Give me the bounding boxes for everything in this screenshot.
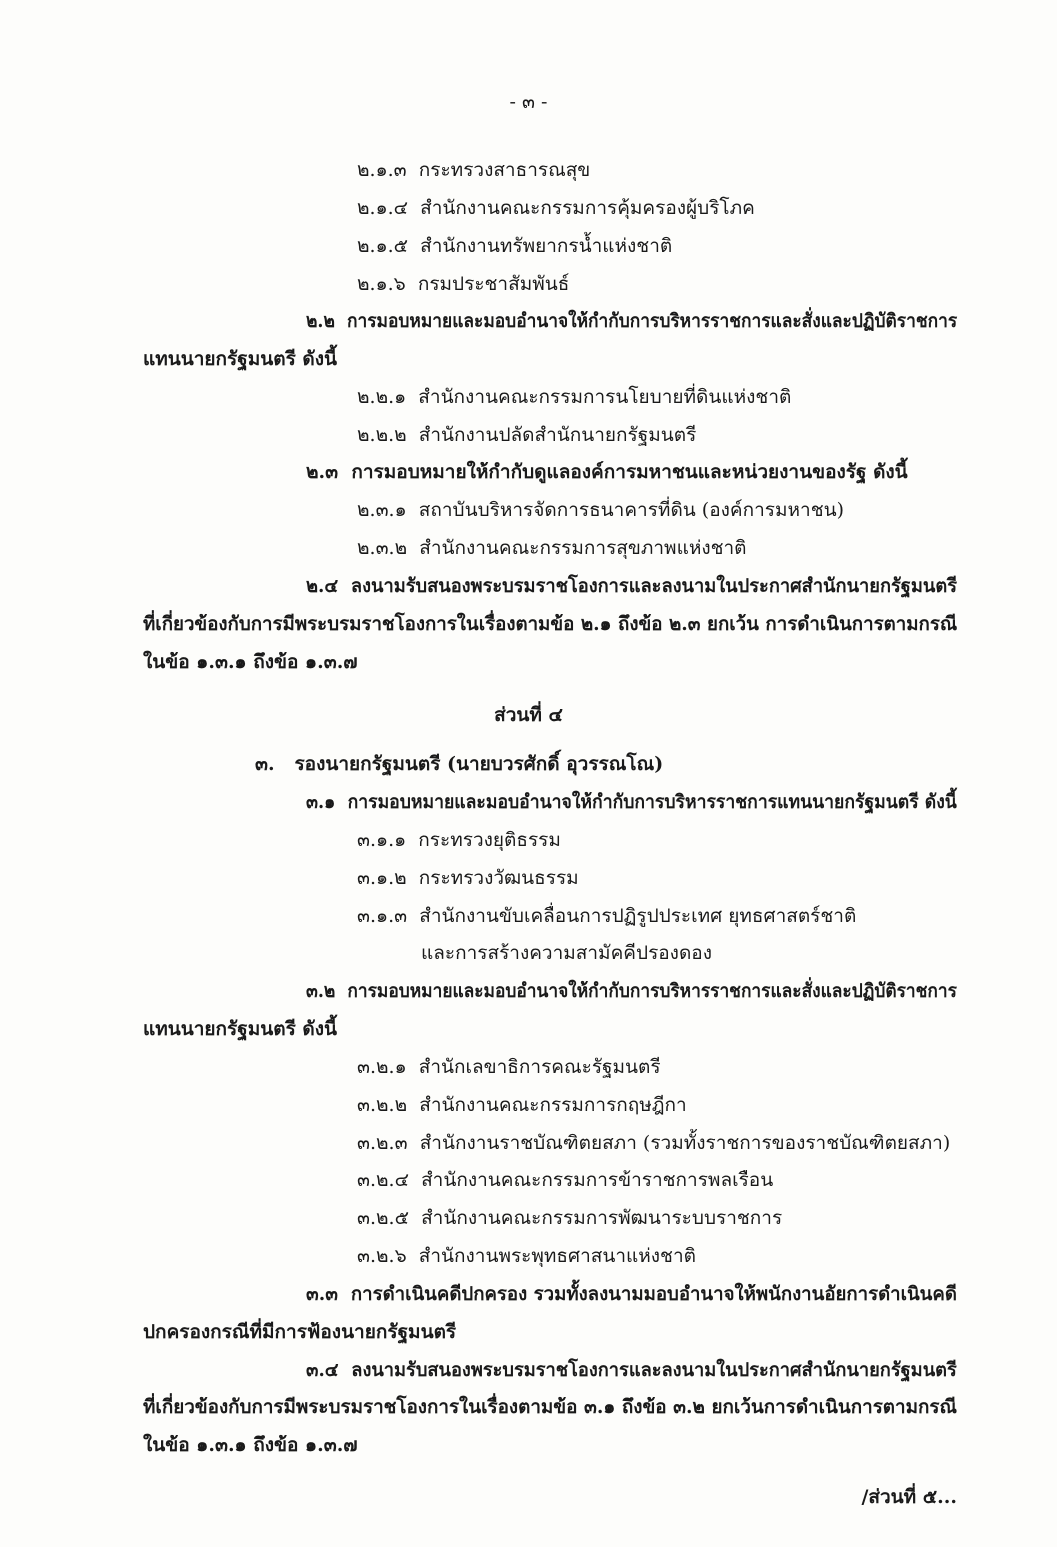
item-number: ๓.๒.๖ <box>357 1245 407 1267</box>
list-item <box>357 158 590 182</box>
item-text: สำนักเลขาธิการคณะรัฐมนตรี <box>418 1056 661 1078</box>
item-text: สถาบันบริหารจัดการธนาคารที่ดิน (องค์การมหาชน) <box>418 499 845 521</box>
item-text: สำนักงานราชบัณฑิตยสภา (รวมทั้งราชการของราชบัณฑิตยสภา) <box>419 1132 951 1154</box>
list-item <box>357 423 696 447</box>
item-text: กระทรวงวัฒนธรรม <box>418 867 579 889</box>
heading-number: ๓.๑ <box>306 791 336 813</box>
list-item <box>357 498 844 522</box>
heading-continuation: ปกครองกรณีที่มีการฟ้องนายกรัฐมนตรี <box>143 1321 457 1343</box>
list-item <box>357 272 569 296</box>
heading-number: ๓.๒ <box>306 980 336 1002</box>
item-text: สำนักงานทรัพยากรน้ำแห่งชาติ <box>420 235 673 257</box>
list-item <box>357 385 791 409</box>
item-number: ๓.๑.๑ <box>357 829 407 851</box>
heading-continuation: ที่เกี่ยวข้องกับการมีพระบรมราชโองการในเรื่องตามข้อ ๓.๑ ถึงข้อ ๓.๒ ยกเว้นการดำเนินการตามกรณี <box>143 1396 957 1418</box>
item-text: สำนักงานคณะกรรมการพัฒนาระบบราชการ <box>421 1207 783 1229</box>
heading-text: รองนายกรัฐมนตรี (นายบวรศักดิ์ อุวรรณโณ) <box>294 753 664 775</box>
item-number: ๒.๑.๕ <box>357 235 409 257</box>
section-heading <box>306 460 908 484</box>
item-number: ๒.๒.๒ <box>357 424 407 446</box>
list-item <box>357 1131 950 1155</box>
item-text: สำนักงานคณะกรรมการกฤษฎีกา <box>419 1094 687 1116</box>
item-number: ๓.๒.๓ <box>357 1132 408 1154</box>
heading-number: ๒.๓ <box>306 461 339 483</box>
list-item <box>357 1244 696 1268</box>
section-heading <box>306 574 957 598</box>
heading-number: ๓.๔ <box>306 1359 339 1381</box>
item-number: ๒.๑.๔ <box>357 197 409 219</box>
next-page-reference: /ส่วนที่ ๕... <box>861 1486 957 1508</box>
list-item <box>357 1055 661 1079</box>
item-text: สำนักงานพระพุทธศาสนาแห่งชาติ <box>418 1245 696 1267</box>
section-heading <box>255 752 663 776</box>
item-text: สำนักงานขับเคลื่อนการปฏิรูปประเทศ ยุทธศาสตร์ชาติ <box>419 905 857 927</box>
item-continuation: และการสร้างความสามัคคีปรองดอง <box>421 942 712 964</box>
item-number: ๒.๓.๒ <box>357 537 408 559</box>
heading-continuation: ในข้อ ๑.๓.๑ ถึงข้อ ๑.๓.๗ <box>143 651 358 673</box>
heading-text: การดำเนินคดีปกครอง รวมทั้งลงนามมอบอำนาจให้พนักงานอัยการดำเนินคดี <box>350 1283 957 1305</box>
heading-continuation: ในข้อ ๑.๓.๑ ถึงข้อ ๑.๓.๗ <box>143 1434 358 1456</box>
heading-continuation: ที่เกี่ยวข้องกับการมีพระบรมราชโองการในเรื่องตามข้อ ๒.๑ ถึงข้อ ๒.๓ ยกเว้น การดำเนินการตามกรณี <box>143 613 958 635</box>
heading-continuation: แทนนายกรัฐมนตรี ดังนี้ <box>143 348 338 370</box>
section-heading <box>306 790 957 814</box>
list-item <box>357 866 579 890</box>
item-number: ๒.๒.๑ <box>357 386 407 408</box>
list-item <box>357 1206 782 1230</box>
list-item <box>357 536 747 560</box>
heading-number: ๓.๓ <box>306 1283 338 1305</box>
item-number: ๓.๑.๒ <box>357 867 407 889</box>
item-number: ๓.๒.๕ <box>357 1207 409 1229</box>
item-text: สำนักงานคณะกรรมการสุขภาพแห่งชาติ <box>419 537 747 559</box>
item-number: ๓.๑.๓ <box>357 905 408 927</box>
section-heading <box>306 309 957 333</box>
item-number: ๓.๒.๔ <box>357 1169 409 1191</box>
heading-continuation: แทนนายกรัฐมนตรี ดังนี้ <box>143 1018 338 1040</box>
section-title: ส่วนที่ ๔ <box>494 704 563 726</box>
heading-text: การมอบหมายและมอบอำนาจให้กำกับการบริหารราชการแทนนายกรัฐมนตรี ดังนี้ <box>347 791 957 813</box>
item-text: สำนักงานคณะกรรมการนโยบายที่ดินแห่งชาติ <box>418 386 792 408</box>
section-heading <box>306 979 957 1003</box>
item-text: กรมประชาสัมพันธ์ <box>417 273 570 295</box>
item-text: สำนักงานปลัดสำนักนายกรัฐมนตรี <box>418 424 697 446</box>
heading-text: ลงนามรับสนองพระบรมราชโองการและลงนามในประกาศสำนักนายกรัฐมนตรี <box>351 1359 957 1381</box>
heading-number: ๒.๒ <box>306 310 335 332</box>
item-number: ๓.๒.๑ <box>357 1056 407 1078</box>
list-item <box>357 904 856 928</box>
item-text: สำนักงานคณะกรรมการคุ้มครองผู้บริโภค <box>420 197 755 219</box>
heading-text: การมอบหมายให้กำกับดูแลองค์การมหาชนและหน่วยงานของรัฐ ดังนี้ <box>351 461 908 483</box>
item-number: ๒.๑.๓ <box>357 159 407 181</box>
item-number: ๓.๒.๒ <box>357 1094 408 1116</box>
list-item <box>357 234 672 258</box>
item-number: ๒.๓.๑ <box>357 499 407 521</box>
heading-text: การมอบหมายและมอบอำนาจให้กำกับการบริหารราชการและสั่งและปฏิบัติราชการ <box>346 310 958 332</box>
list-item <box>357 196 755 220</box>
list-item <box>357 828 561 852</box>
heading-number: ๓. <box>255 753 275 775</box>
heading-text: ลงนามรับสนองพระบรมราชโองการและลงนามในประกาศสำนักนายกรัฐมนตรี <box>350 575 958 597</box>
item-number: ๒.๑.๖ <box>357 273 406 295</box>
section-heading <box>306 1282 957 1306</box>
section-heading <box>306 1358 957 1382</box>
item-text: กระทรวงสาธารณสุข <box>418 159 591 181</box>
heading-number: ๒.๔ <box>306 575 339 597</box>
list-item <box>357 1168 773 1192</box>
item-text: กระทรวงยุติธรรม <box>418 829 561 851</box>
heading-text: การมอบหมายและมอบอำนาจให้กำกับการบริหารราชการและสั่งและปฏิบัติราชการ <box>347 980 957 1002</box>
item-text: สำนักงานคณะกรรมการข้าราชการพลเรือน <box>421 1169 774 1191</box>
list-item <box>357 1093 687 1117</box>
page-number: - ๓ - <box>509 91 548 113</box>
